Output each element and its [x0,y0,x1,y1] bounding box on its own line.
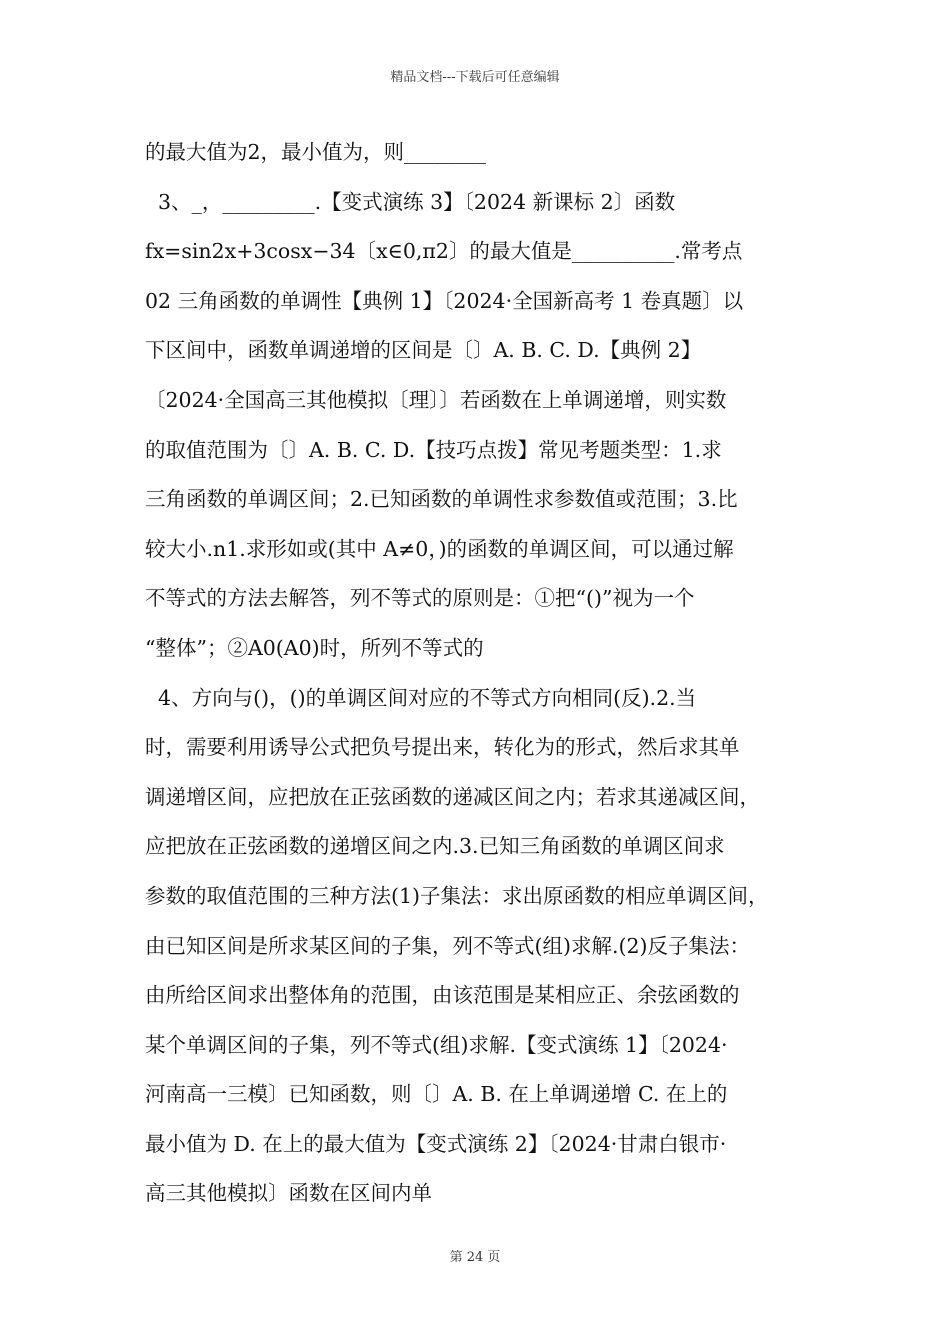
text-line: 的取值范围为〔〕A. B. C. D.【技巧点拨】常见考题类型：1.求 [145,437,722,462]
text-line: 高三其他模拟〕函数在区间内单 [145,1181,432,1206]
text-line: 时，需要利用诱导公式把负号提出来，转化为的形式，然后求其单 [145,735,740,760]
text-line: 由所给区间求出整体角的范围，由该范围是某相应正、余弦函数的 [145,983,740,1008]
text-line: 由已知区间是所求某区间的子集，列不等式(组)求解.(2)反子集法： [145,933,751,958]
text-line: 3、_，_________.【变式演练 3】〔2024 新课标 2〕函数 [145,189,676,214]
page-number: 第 24 页 [449,1250,501,1265]
text-line: 参数的取值范围的三种方法(1)子集法：求出原函数的相应单调区间， [145,883,769,908]
text-line: 4、方向与()，()的单调区间对应的不等式方向相同(反).2.当 [145,685,697,710]
text-line: 调递增区间，应把放在正弦函数的递减区间之内；若求其递减区间， [145,784,760,809]
text-line: 〔2024·全国高三其他模拟〔理〕〕若函数在上单调递增，则实数 [145,387,727,412]
page-header: 精品文档---下载后可任意编辑 [390,70,560,85]
text-line: 应把放在正弦函数的递增区间之内.3.已知三角函数的单调区间求 [145,834,725,859]
text-line: 河南高一三模〕已知函数，则〔〕A. B. 在上单调递增 C. 在上的 [145,1082,728,1107]
text-line: fx=sin2x+3cosx−34〔x∈0,π2〕的最大值是__________.常考点 [145,239,743,264]
text-line: 02 三角函数的单调性【典例 1】〔2024·全国新高考 1 卷真题〕以 [145,288,744,313]
text-line: 下区间中，函数单调递增的区间是〔〕A. B. C. D.【典例 2】 [145,338,702,363]
text-line: 某个单调区间的子集，列不等式(组)求解.【变式演练 1】〔2024· [145,1032,728,1057]
text-line: 最小值为 D. 在上的最大值为【变式演练 2】〔2024·甘肃白银市· [145,1131,727,1156]
text-line: “整体”；②A0(A0)时，所列不等式的 [145,635,484,660]
text-line: 不等式的方法去解答，列不等式的原则是：①把“()”视为一个 [145,586,695,611]
text-line: 的最大值为2，最小值为，则________ [145,140,487,164]
document-body [145,128,815,1219]
text-line: 较大小.n1.求形如或(其中 A≠0，)的函数的单调区间，可以通过解 [145,536,734,561]
text-line: 三角函数的单调区间；2.已知函数的单调性求参数值或范围；3.比 [145,487,738,512]
